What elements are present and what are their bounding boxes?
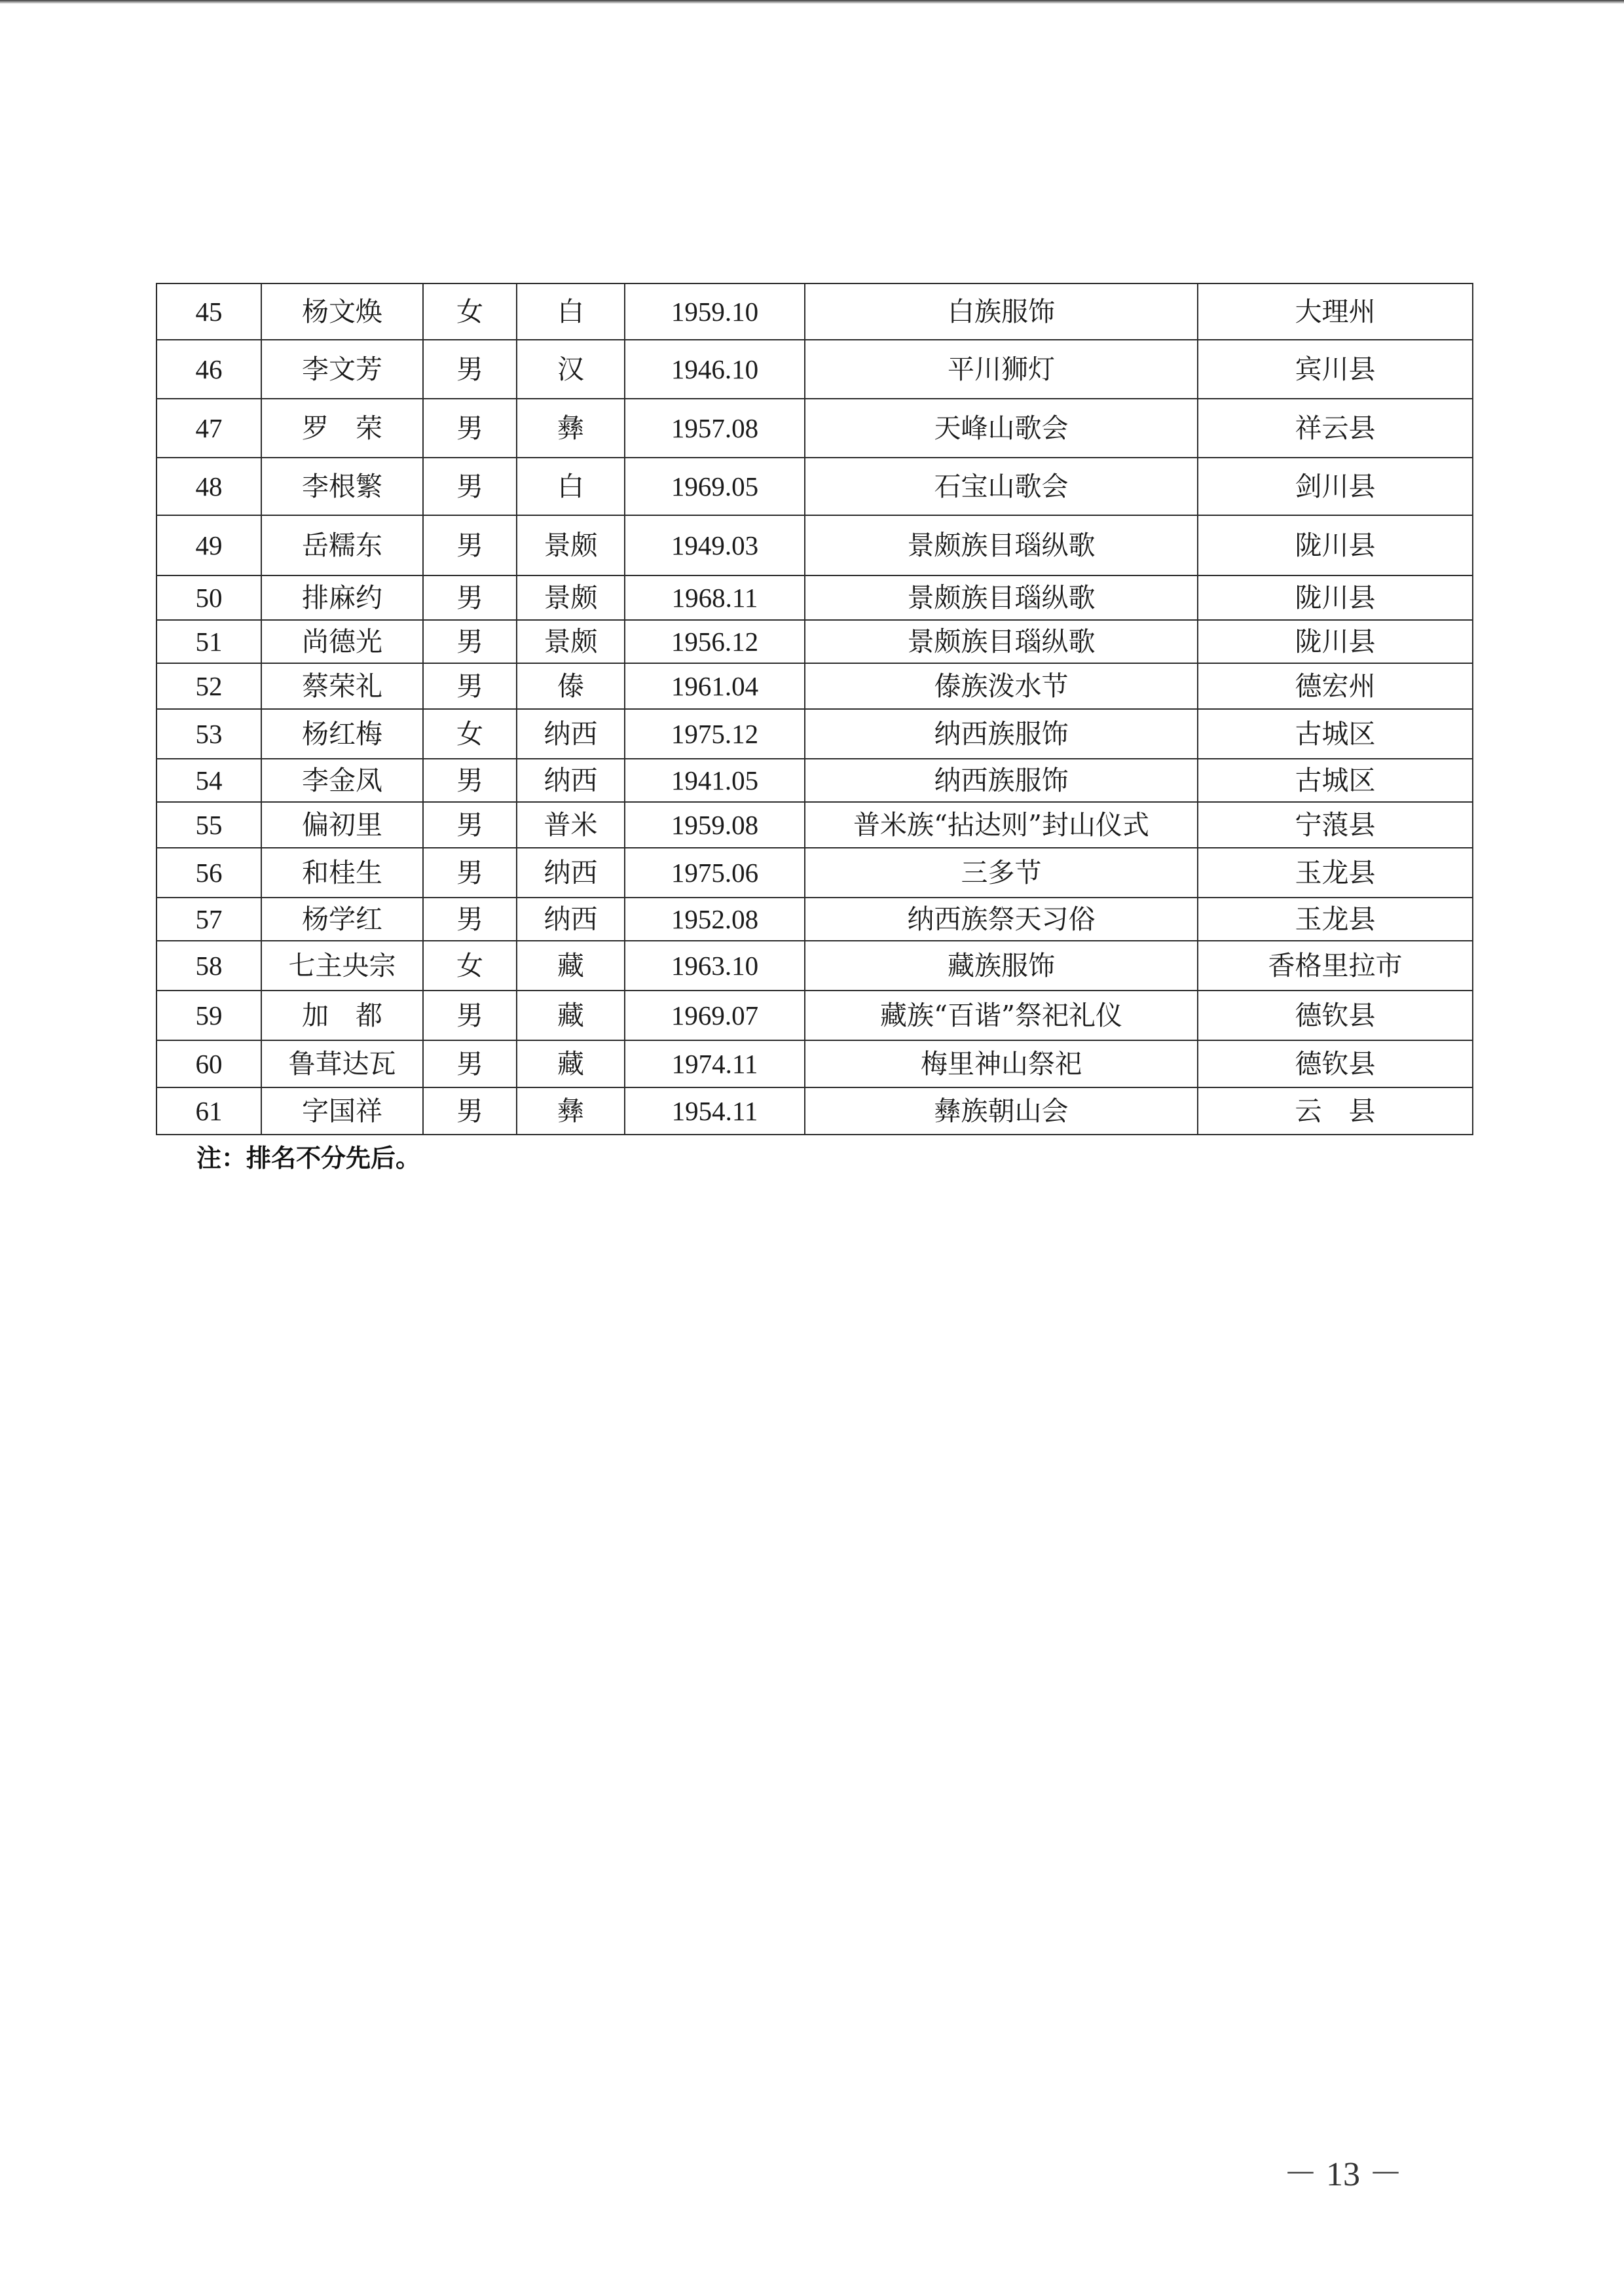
gender-cell: 男	[423, 340, 517, 399]
region-cell: 玉龙县	[1198, 898, 1473, 941]
row-number-cell: 54	[157, 759, 261, 802]
birth-date-cell: 1959.10	[625, 283, 805, 340]
region-cell: 陇川县	[1198, 515, 1473, 575]
ethnicity-cell: 景颇	[517, 515, 625, 575]
table-row	[157, 1040, 1473, 1087]
table-row	[157, 991, 1473, 1040]
person-name-cell: 加 都	[261, 991, 423, 1040]
person-name-cell: 李根繁	[261, 458, 423, 515]
ethnicity-cell: 彝	[517, 1087, 625, 1135]
person-name-cell: 罗 荣	[261, 399, 423, 458]
birth-date-cell: 1975.12	[625, 709, 805, 759]
birth-date-cell: 1941.05	[625, 759, 805, 802]
birth-date-cell: 1974.11	[625, 1040, 805, 1087]
heritage-item-cell: 纳西族服饰	[805, 759, 1198, 802]
table-row	[157, 575, 1473, 620]
gender-cell: 女	[423, 283, 517, 340]
heritage-item-cell: 景颇族目瑙纵歌	[805, 575, 1198, 620]
heritage-item-cell: 景颇族目瑙纵歌	[805, 515, 1198, 575]
region-cell: 玉龙县	[1198, 848, 1473, 898]
person-name-cell: 李金凤	[261, 759, 423, 802]
table-row	[157, 399, 1473, 458]
table-row	[157, 709, 1473, 759]
birth-date-cell: 1969.07	[625, 991, 805, 1040]
region-cell: 云 县	[1198, 1087, 1473, 1135]
birth-date-cell: 1946.10	[625, 340, 805, 399]
gender-cell: 男	[423, 458, 517, 515]
region-cell: 宁蒗县	[1198, 802, 1473, 848]
gender-cell: 男	[423, 1087, 517, 1135]
gender-cell: 女	[423, 709, 517, 759]
heritage-item-cell: 白族服饰	[805, 283, 1198, 340]
region-cell: 德钦县	[1198, 1040, 1473, 1087]
table-row	[157, 1087, 1473, 1135]
person-name-cell: 排麻约	[261, 575, 423, 620]
region-cell: 陇川县	[1198, 620, 1473, 663]
table-row	[157, 941, 1473, 991]
table-row	[157, 898, 1473, 941]
person-name-cell: 李文芳	[261, 340, 423, 399]
person-name-cell: 偏初里	[261, 802, 423, 848]
ethnicity-cell: 纳西	[517, 898, 625, 941]
heritage-item-cell: 傣族泼水节	[805, 663, 1198, 709]
region-cell: 宾川县	[1198, 340, 1473, 399]
birth-date-cell: 1952.08	[625, 898, 805, 941]
scan-edge	[0, 0, 1624, 4]
gender-cell: 男	[423, 515, 517, 575]
roster-table-container	[156, 283, 1472, 1135]
roster-table	[156, 283, 1473, 1135]
table-row	[157, 663, 1473, 709]
birth-date-cell: 1949.03	[625, 515, 805, 575]
person-name-cell: 杨红梅	[261, 709, 423, 759]
person-name-cell: 和桂生	[261, 848, 423, 898]
ethnicity-cell: 彝	[517, 399, 625, 458]
row-number-cell: 56	[157, 848, 261, 898]
region-cell: 大理州	[1198, 283, 1473, 340]
region-cell: 古城区	[1198, 709, 1473, 759]
birth-date-cell: 1969.05	[625, 458, 805, 515]
footnote: 注：排名不分先后。	[196, 1144, 421, 1173]
table-row	[157, 620, 1473, 663]
ethnicity-cell: 藏	[517, 941, 625, 991]
person-name-cell: 字国祥	[261, 1087, 423, 1135]
table-row	[157, 802, 1473, 848]
person-name-cell: 尚德光	[261, 620, 423, 663]
row-number-cell: 60	[157, 1040, 261, 1087]
gender-cell: 男	[423, 848, 517, 898]
gender-cell: 男	[423, 399, 517, 458]
row-number-cell: 55	[157, 802, 261, 848]
birth-date-cell: 1957.08	[625, 399, 805, 458]
birth-date-cell: 1975.06	[625, 848, 805, 898]
region-cell: 香格里拉市	[1198, 941, 1473, 991]
row-number-cell: 61	[157, 1087, 261, 1135]
region-cell: 德宏州	[1198, 663, 1473, 709]
heritage-item-cell: 景颇族目瑙纵歌	[805, 620, 1198, 663]
ethnicity-cell: 纳西	[517, 759, 625, 802]
heritage-item-cell: 普米族“拈达则”封山仪式	[805, 802, 1198, 848]
table-row	[157, 515, 1473, 575]
row-number-cell: 58	[157, 941, 261, 991]
row-number-cell: 50	[157, 575, 261, 620]
row-number-cell: 47	[157, 399, 261, 458]
heritage-item-cell: 纳西族服饰	[805, 709, 1198, 759]
page-number: － 13 －	[1283, 2156, 1403, 2193]
person-name-cell: 岳糯东	[261, 515, 423, 575]
gender-cell: 男	[423, 802, 517, 848]
row-number-cell: 52	[157, 663, 261, 709]
row-number-cell: 59	[157, 991, 261, 1040]
table-row	[157, 458, 1473, 515]
gender-cell: 男	[423, 620, 517, 663]
gender-cell: 男	[423, 1040, 517, 1087]
ethnicity-cell: 汉	[517, 340, 625, 399]
birth-date-cell: 1956.12	[625, 620, 805, 663]
ethnicity-cell: 傣	[517, 663, 625, 709]
heritage-item-cell: 平川狮灯	[805, 340, 1198, 399]
birth-date-cell: 1963.10	[625, 941, 805, 991]
person-name-cell: 七主央宗	[261, 941, 423, 991]
ethnicity-cell: 普米	[517, 802, 625, 848]
region-cell: 陇川县	[1198, 575, 1473, 620]
heritage-item-cell: 天峰山歌会	[805, 399, 1198, 458]
gender-cell: 男	[423, 991, 517, 1040]
heritage-item-cell: 石宝山歌会	[805, 458, 1198, 515]
heritage-item-cell: 梅里神山祭祀	[805, 1040, 1198, 1087]
ethnicity-cell: 藏	[517, 1040, 625, 1087]
region-cell: 剑川县	[1198, 458, 1473, 515]
ethnicity-cell: 纳西	[517, 709, 625, 759]
row-number-cell: 46	[157, 340, 261, 399]
birth-date-cell: 1961.04	[625, 663, 805, 709]
gender-cell: 女	[423, 941, 517, 991]
ethnicity-cell: 景颇	[517, 620, 625, 663]
row-number-cell: 49	[157, 515, 261, 575]
ethnicity-cell: 景颇	[517, 575, 625, 620]
birth-date-cell: 1954.11	[625, 1087, 805, 1135]
birth-date-cell: 1959.08	[625, 802, 805, 848]
person-name-cell: 蔡荣礼	[261, 663, 423, 709]
table-row	[157, 848, 1473, 898]
ethnicity-cell: 白	[517, 283, 625, 340]
row-number-cell: 57	[157, 898, 261, 941]
ethnicity-cell: 纳西	[517, 848, 625, 898]
person-name-cell: 鲁茸达瓦	[261, 1040, 423, 1087]
ethnicity-cell: 藏	[517, 991, 625, 1040]
heritage-item-cell: 藏族服饰	[805, 941, 1198, 991]
gender-cell: 男	[423, 663, 517, 709]
region-cell: 古城区	[1198, 759, 1473, 802]
person-name-cell: 杨文焕	[261, 283, 423, 340]
heritage-item-cell: 纳西族祭天习俗	[805, 898, 1198, 941]
row-number-cell: 53	[157, 709, 261, 759]
person-name-cell: 杨学红	[261, 898, 423, 941]
heritage-item-cell: 三多节	[805, 848, 1198, 898]
gender-cell: 男	[423, 898, 517, 941]
gender-cell: 男	[423, 759, 517, 802]
roster-table-body	[157, 283, 1473, 1135]
row-number-cell: 45	[157, 283, 261, 340]
birth-date-cell: 1968.11	[625, 575, 805, 620]
table-row	[157, 759, 1473, 802]
table-row	[157, 340, 1473, 399]
row-number-cell: 48	[157, 458, 261, 515]
heritage-item-cell: 藏族“百谐”祭祀礼仪	[805, 991, 1198, 1040]
ethnicity-cell: 白	[517, 458, 625, 515]
region-cell: 德钦县	[1198, 991, 1473, 1040]
row-number-cell: 51	[157, 620, 261, 663]
gender-cell: 男	[423, 575, 517, 620]
heritage-item-cell: 彝族朝山会	[805, 1087, 1198, 1135]
table-row	[157, 283, 1473, 340]
region-cell: 祥云县	[1198, 399, 1473, 458]
